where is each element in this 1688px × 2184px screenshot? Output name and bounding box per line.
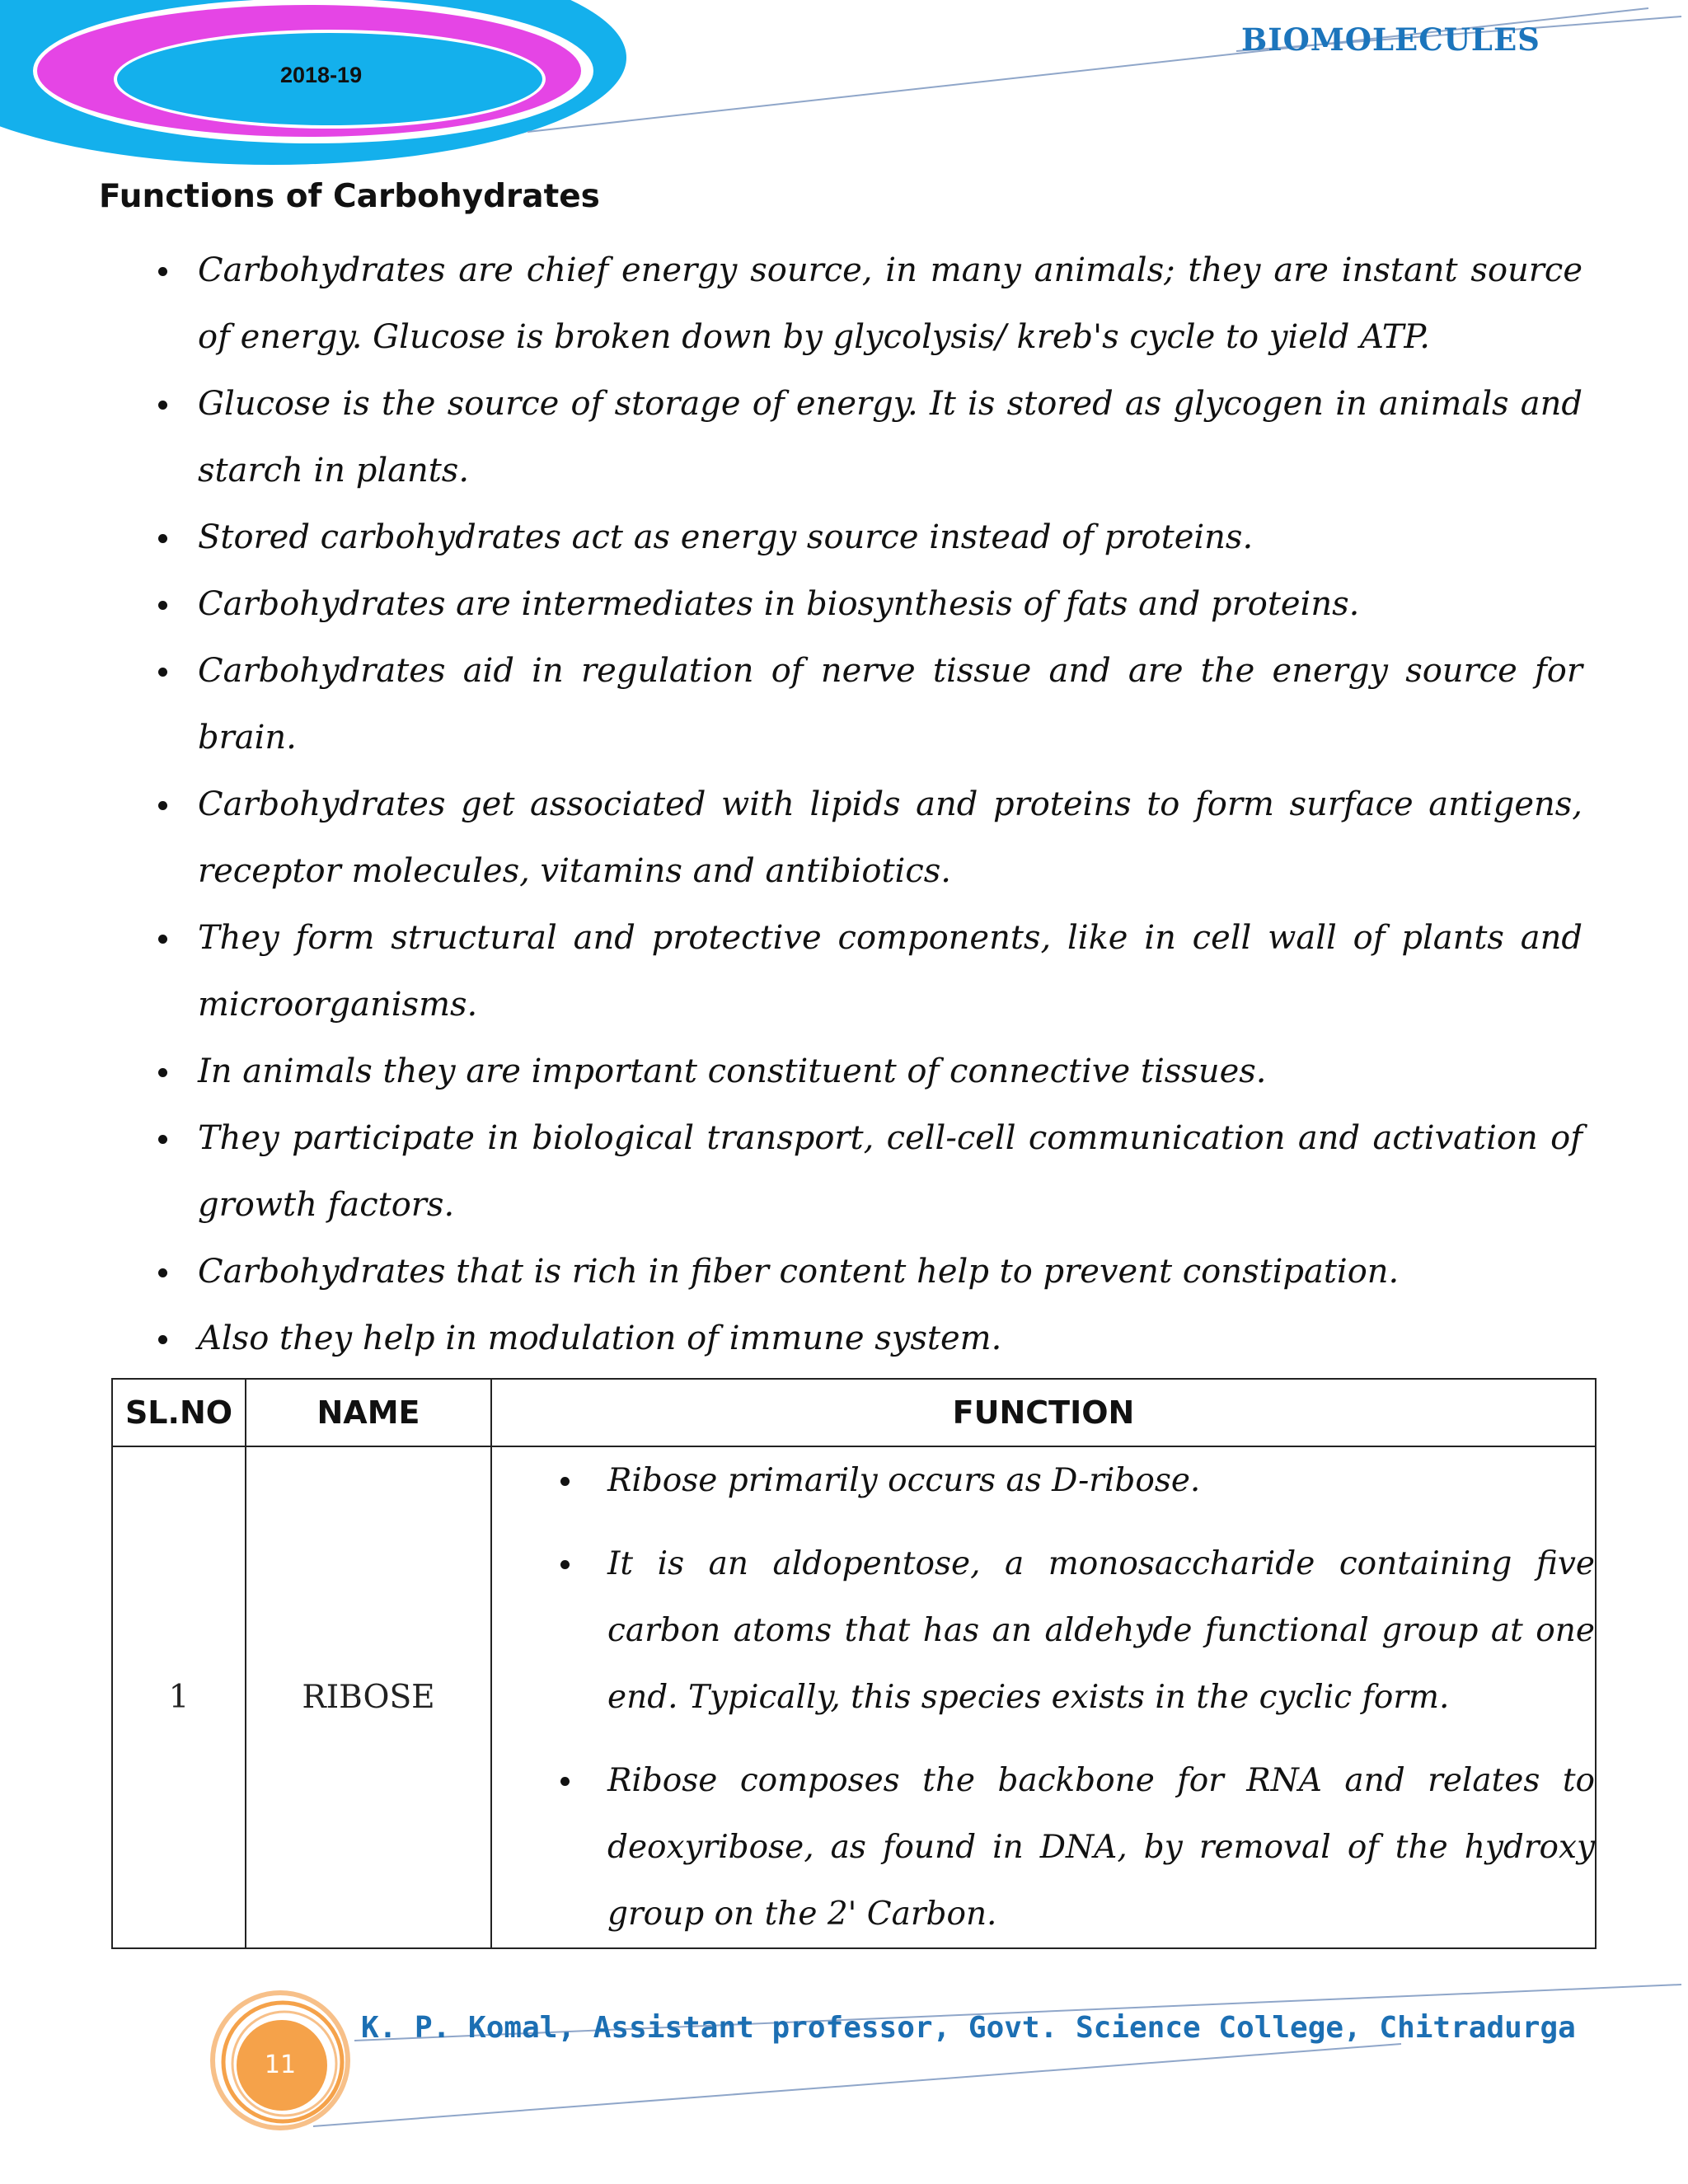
function-item: It is an aldopentose, a monosaccharide containing five carbon atoms that has an aldehyde functional group at one end. Typically, this species exists in the cyclic form. [607,1530,1595,1731]
list-item: In animals they are important constituent of connective tissues. [198,1038,1582,1105]
list-item: Carbohydrates aid in regulation of nerve tissue and are the energy source for brain. [198,638,1582,771]
academic-year: 2018-19 [280,63,363,87]
list-item: Also they help in modulation of immune system. [198,1305,1582,1372]
list-item: Stored carbohydrates act as energy source instead of proteins. [198,504,1582,571]
list-item: Carbohydrates are intermediates in biosynthesis of fats and proteins. [198,571,1582,638]
table-row [112,1446,1596,1948]
footer-rule-line-2 [313,2044,1401,2126]
function-item: Ribose primarily occurs as D-ribose. [607,1447,1595,1514]
function-list [492,1447,1595,1947]
page-number: 11 [264,2050,297,2079]
table-header-row [112,1379,1596,1446]
functions-list [198,237,1582,1372]
header-function: FUNCTION [491,1379,1596,1446]
list-item: They form structural and protective components, like in cell wall of plants and microorganisms. [198,905,1582,1038]
list-item: They participate in biological transport, cell-cell communication and activation of growth factors. [198,1105,1582,1239]
carbohydrate-table [111,1378,1597,1949]
section-heading: Functions of Carbohydrates [99,178,600,215]
document-title: BIOMOLECULES [1241,21,1540,58]
list-item: Carbohydrates get associated with lipids and proteins to form surface antigens, receptor molecules, vitamins and antibiotics. [198,771,1582,905]
function-item: Ribose composes the backbone for RNA and relates to deoxyribose, as found in DNA, by removal of the hydroxy group on the 2' Carbon. [607,1747,1595,1947]
header-name: NAME [246,1379,491,1446]
cell-function [491,1446,1596,1948]
footer-author: K. P. Komal, Assistant professor, Govt. Science College, Chitradurga [361,2011,1576,2045]
header-sl-no: SL.NO [112,1379,246,1446]
list-item: Carbohydrates are chief energy source, in many animals; they are instant source of energy. Glucose is broken down by glycolysis/ kreb's cycle to yield ATP. [198,237,1582,371]
cell-name: RIBOSE [246,1446,491,1948]
list-item: Glucose is the source of storage of energy. It is stored as glycogen in animals and starch in plants. [198,371,1582,504]
cell-sl-no: 1 [112,1446,246,1948]
list-item: Carbohydrates that is rich in fiber content help to prevent constipation. [198,1239,1582,1305]
